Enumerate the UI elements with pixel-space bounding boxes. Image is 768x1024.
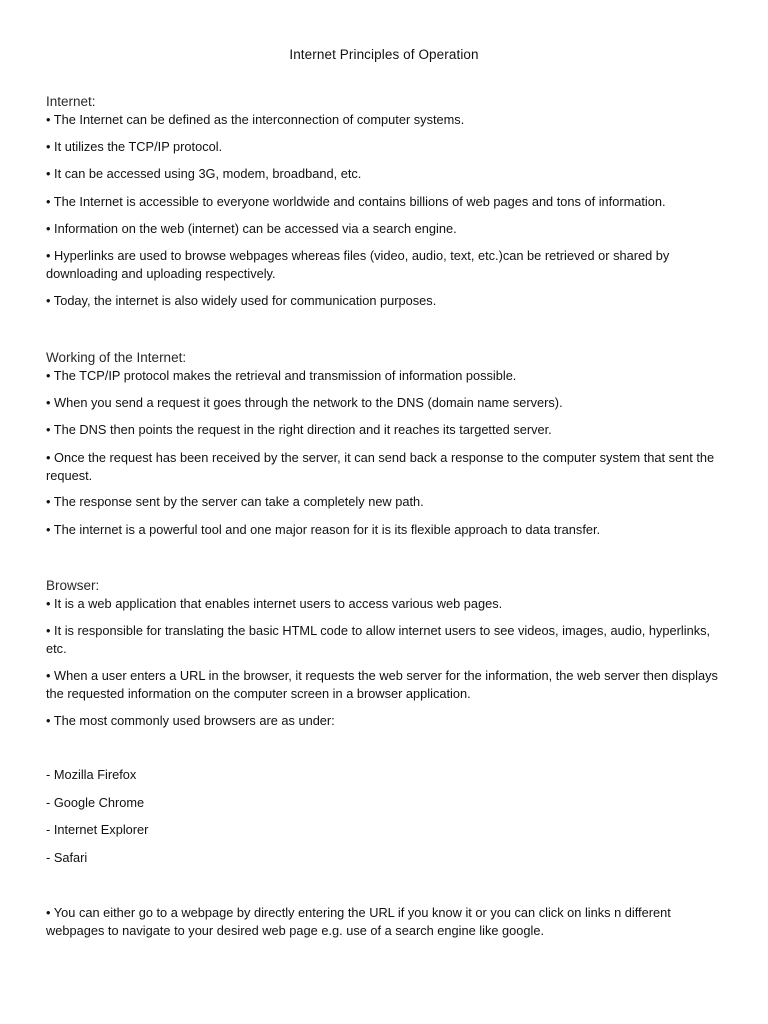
- bullet-item: • It can be accessed using 3G, modem, broadband, etc.: [46, 166, 362, 181]
- bullet-item: • It is a web application that enables internet users to access various web pages.: [46, 596, 503, 611]
- bullet-item: • The DNS then points the request in the right direction and it reaches its targetted server.: [46, 422, 552, 437]
- browser-list-item: - Internet Explorer: [46, 822, 149, 837]
- bullet-item: • Once the request has been received by the server, it can send back a response to the computer system that sent the request.: [46, 450, 715, 483]
- bullet-item: • The internet is a powerful tool and one major reason for it is its flexible approach to data transfer.: [46, 522, 601, 537]
- bullet-item: • Today, the internet is also widely used for communication purposes.: [46, 293, 437, 308]
- section-heading-browser: Browser:: [46, 578, 100, 593]
- browser-list-item: - Safari: [46, 850, 88, 865]
- browser-list-item: - Mozilla Firefox: [46, 767, 137, 782]
- section-heading-working: Working of the Internet:: [46, 350, 187, 365]
- bullet-item: • The TCP/IP protocol makes the retrieval and transmission of information possible.: [46, 368, 517, 383]
- document-title: Internet Principles of Operation: [289, 47, 479, 62]
- bullet-item: • The Internet is accessible to everyone worldwide and contains billions of web pages and tons of information.: [46, 194, 666, 209]
- bullet-item: • The most commonly used browsers are as under:: [46, 713, 335, 728]
- bullet-item: • The Internet can be defined as the interconnection of computer systems.: [46, 112, 465, 127]
- bullet-item: • Information on the web (internet) can be accessed via a search engine.: [46, 221, 457, 236]
- closing-bullet: • You can either go to a webpage by directly entering the URL if you know it or you can click on links n different webpages to navigate to your desired web page e.g. use of a search engine like google.: [46, 905, 671, 938]
- bullet-item: • It is responsible for translating the basic HTML code to allow internet users to see videos, images, audio, hyperlinks, etc.: [46, 623, 711, 656]
- browser-list-item: - Google Chrome: [46, 795, 145, 810]
- bullet-item: • When a user enters a URL in the browser, it requests the web server for the information, the web server then displays the requested information on the computer screen in a browser application.: [46, 668, 718, 701]
- bullet-item: • When you send a request it goes through the network to the DNS (domain name servers).: [46, 395, 563, 410]
- bullet-item: • Hyperlinks are used to browse webpages whereas files (video, audio, text, etc.)can be retrieved or shared by downloading and uploading respectively.: [46, 248, 670, 281]
- bullet-item: • It utilizes the TCP/IP protocol.: [46, 139, 223, 154]
- section-heading-internet: Internet:: [46, 94, 96, 109]
- bullet-item: • The response sent by the server can take a completely new path.: [46, 494, 424, 509]
